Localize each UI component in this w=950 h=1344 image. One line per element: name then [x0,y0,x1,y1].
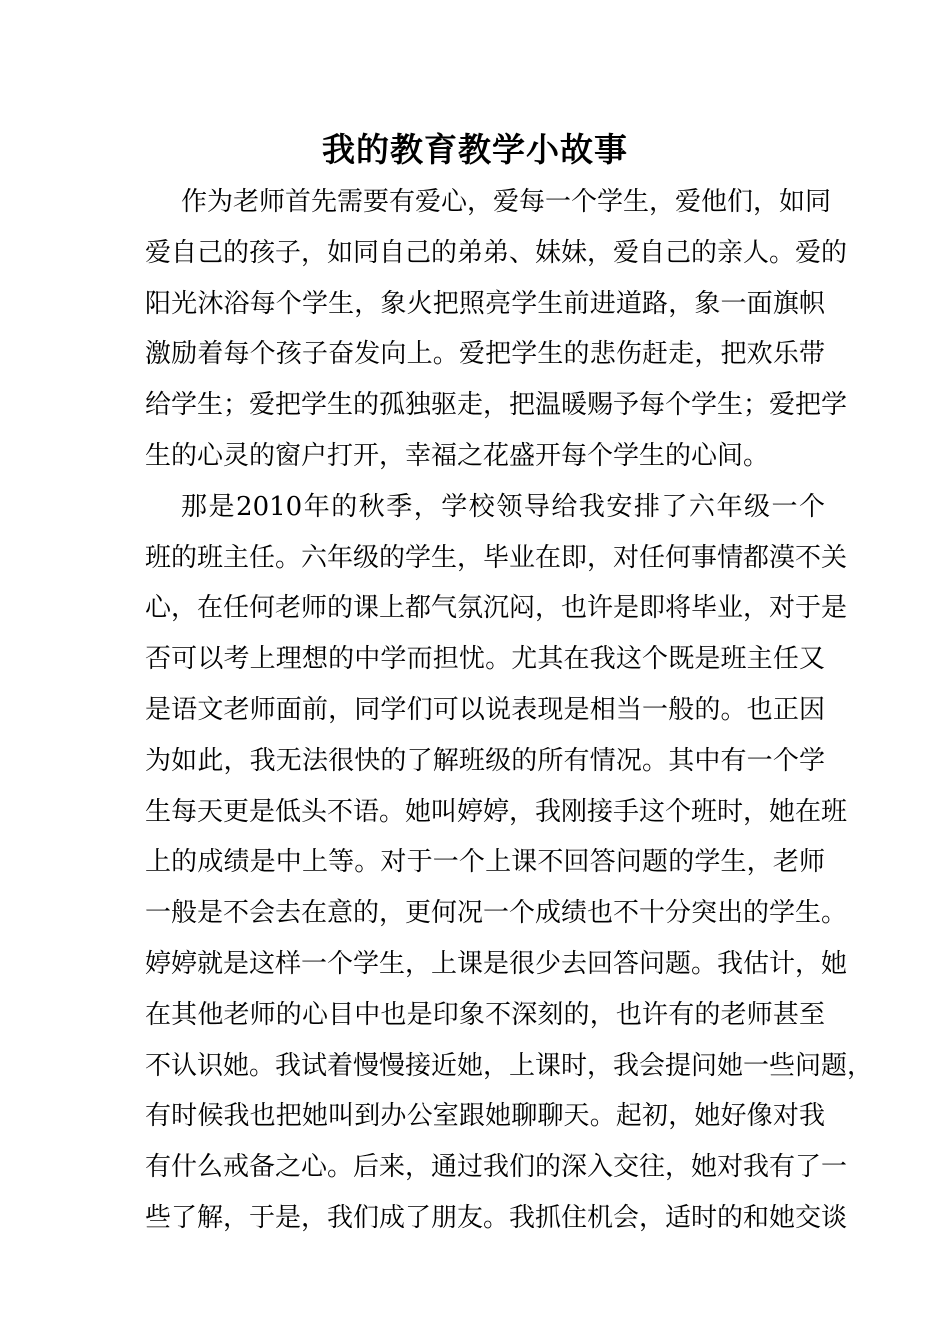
paragraph-2-line-6: 为如此，我无法很快的了解班级的所有情况。其中有一个学 [145,745,825,776]
paragraph-2-line-10: 婷婷就是这样一个学生，上课是很少去回答问题。我估计，她 [145,948,848,979]
document-body [145,177,874,1244]
paragraph-1-line-1: 作为老师首先需要有爱心，爱每一个学生，爱他们，如同 [181,187,832,217]
paragraph-2-line-11: 在其他老师的心目中也是印象不深刻的，也许有的老师甚至 [145,999,825,1030]
paragraph-1-line-2: 爱自己的孩子，如同自己的弟弟、妹妹，爱自己的亲人。爱的 [145,237,848,268]
paragraph-1-line-3: 阳光沐浴每个学生，象火把照亮学生前进道路，象一面旗帜 [145,288,825,319]
paragraph-2-line-7: 生每天更是低头不语。她叫婷婷，我刚接手这个班时，她在班 [145,796,848,827]
paragraph-2-line-8: 上的成绩是中上等。对于一个上课不回答问题的学生，老师 [145,847,825,878]
paragraph-2-line-2: 班的班主任。六年级的学生，毕业在即，对任何事情都漠不关 [145,542,848,573]
paragraph-2-line-9: 一般是不会去在意的，更何况一个成绩也不十分突出的学生。 [145,898,848,929]
document-title: 我的教育教学小故事 [322,130,628,169]
paragraph-2-line-12: 不认识她。我试着慢慢接近她，上课时，我会提问她一些问题， [145,1050,874,1081]
paragraph-2-line-5: 是语文老师面前，同学们可以说表现是相当一般的。也正因 [145,694,825,725]
paragraph-2-line-15: 些了解，于是，我们成了朋友。我抓住机会，适时的和她交谈 [145,1202,848,1233]
paragraph-2-line-14: 有什么戒备之心。后来，通过我们的深入交往，她对我有了一 [145,1152,848,1183]
paragraph-1-line-5: 给学生；爱把学生的孤独驱走，把温暖赐予每个学生；爱把学 [145,390,848,421]
paragraph-2-line-3: 心，在任何老师的课上都气氛沉闷，也许是即将毕业，对于是 [145,593,848,624]
paragraph-1-line-4: 激励着每个孩子奋发向上。爱把学生的悲伤赶走，把欢乐带 [145,339,825,370]
paragraph-2-line-4: 否可以考上理想的中学而担忧。尤其在我这个既是班主任又 [145,644,825,675]
paragraph-1-line-6: 生的心灵的窗户打开，幸福之花盛开每个学生的心间。 [145,440,770,471]
paragraph-2-line-1: 那是2010年的秋季，学校领导给我安排了六年级一个 [181,491,825,522]
paragraph-2-line-13: 有时候我也把她叫到办公室跟她聊聊天。起初，她好像对我 [145,1101,825,1132]
